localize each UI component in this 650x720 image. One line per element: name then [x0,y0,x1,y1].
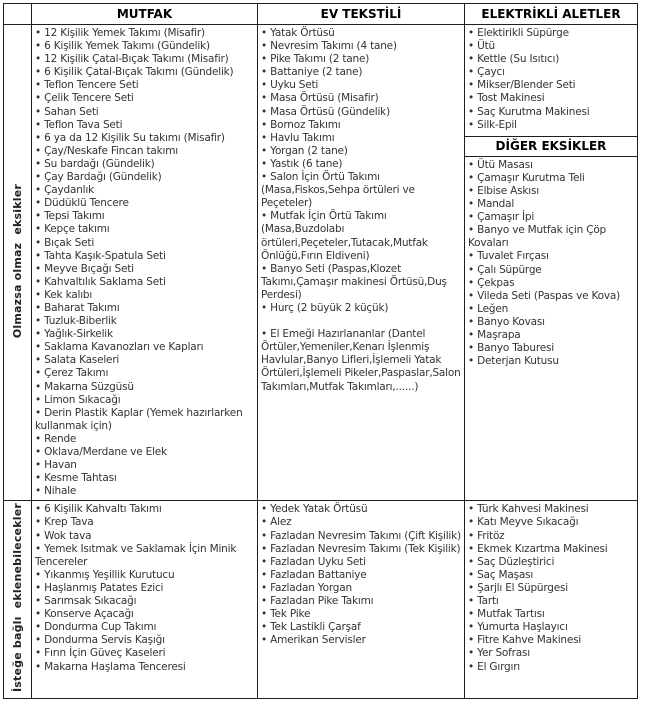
list-item: • Salon İçin Örtü Takımı (Masa,Fiskos,Sehpa örtüleri ve Peçeteler) [261,171,415,210]
list-item: • Yastık (6 tane) [261,157,343,170]
list-item: • Banyo Kovası [468,315,545,328]
list-item: • Mutfak Tartısı [468,608,545,621]
elektrikli-optional-cell [465,501,638,699]
list-item: • Tahta Kaşık-Spatula Seti [35,249,166,262]
list-item: • Silk-Epil [468,118,517,131]
list-item: • Çekpas [468,276,515,289]
list-item: • Çamaşır Kurutma Teli [468,171,585,184]
list-item: • Yemek Isıtmak ve Saklamak İçin Minik Tencereler [35,542,237,568]
list-item: • Leğen [468,302,509,315]
list-item: • Elbise Askısı [468,184,539,197]
list-item: • Vileda Seti (Paspas ve Kova) [468,289,621,302]
list-item: • Sarımsak Sıkacağı [35,595,137,608]
list-item: • Amerikan Servisler [261,634,366,647]
column-header-ev-tekstili: EV TEKSTİLİ [258,4,465,25]
list-item: • Düdüklü Tencere [35,197,129,210]
list-item: • Havlu Takımı [261,131,335,144]
list-item: • Baharat Takımı [35,301,120,314]
header-row [4,4,638,25]
list-item: • Yedek Yatak Örtüsü [261,503,368,516]
list-item: • El Emeği Hazırlananlar (Dantel Örtüler,Yemeniler,Kenarı İşlenmiş Havlular,Banyo Lifleri,İşlemeli Yatak Örtüleri,İşlemeli Pikeler,Paspaslar,Salon Takımları,Mutfak Takımları,......) [261,328,461,393]
list-item: • Hurç (2 büyük 2 küçük) [261,301,389,314]
row-label-cell [4,501,32,699]
list-item: • Kek kalıbı [35,288,93,301]
mutfak-optional-cell [32,501,258,699]
list-item: • Kettle (Su Isıtıcı) [468,53,560,66]
list-item: • Teflon Tava Seti [35,118,123,131]
elektrikli-aletler-list [465,25,637,134]
list-item: • Banyo Seti (Paspas,Klozet Takımı,Çamaşır makinesi Örtüsü,Duş Perdesi) [261,262,447,301]
list-item: • Saklama Kavanozları ve Kapları [35,341,204,354]
list-item: • Su bardağı (Gündelik) [35,157,155,170]
ceyiz-checklist-table [3,3,638,699]
list-item: • Dondurma Servis Kaşığı [35,634,165,647]
list-item: • Yorgan (2 tane) [261,144,348,157]
ev-tekstili-required-cell [258,25,465,501]
list-item: • 6 Kişilik Kahvaltı Takımı [35,503,162,516]
list-item: • Deterjan Kutusu [468,355,559,368]
list-item: • Masa Örtüsü (Misafir) [261,92,379,105]
list-item: • Fazladan Yorgan [261,581,352,594]
mutfak-optional-list [35,503,255,673]
row-istege-bagli-eklenebilecekler [4,501,638,699]
list-item: • Tartı [468,595,499,608]
list-item: • Ekmek Kızartma Makinesi [468,542,608,555]
list-item: • Konserve Açacağı [35,608,134,621]
list-item: • Krep Tava [35,516,94,529]
list-item: • Çaydanlık [35,184,94,197]
list-item: • Sahan Seti [35,105,99,118]
list-item: • Elektirikli Süpürge [468,27,569,39]
list-item [261,315,462,328]
list-item: • 6 Kişilik Çatal-Bıçak Takımı (Gündelik) [35,66,234,79]
list-item: • Oklava/Merdane ve Elek [35,446,167,458]
list-item: • Tek Pike [261,608,311,621]
list-item: • El Gırgırı [468,660,521,673]
row-label-cell [4,25,32,501]
list-item: • Kesme Tahtası [35,472,117,485]
list-item: • Yağlık-Sirkelik [35,328,113,341]
diger-eksikler-header: DİĞER EKSİKLER [465,136,637,157]
list-item: • Saç Düzleştirici [468,555,555,568]
list-item: • Alez [261,516,292,529]
list-item: • Tost Makinesi [468,92,545,105]
list-item: • Tuvalet Fırçası [468,250,549,263]
list-item: • Tepsi Takımı [35,210,105,223]
list-item: • Rende [35,432,77,445]
ev-tekstili-required-list [261,27,462,394]
list-item: • 12 Kişilik Çatal-Bıçak Takımı (Misafir) [35,53,229,66]
list-item: • 6 ya da 12 Kişilik Su takımı (Misafir) [35,131,225,144]
list-item: • Bornoz Takımı [261,118,341,131]
ev-tekstili-optional-cell [258,501,465,699]
list-item: • Saç Maşası [468,568,534,581]
list-item: • Fırın İçin Güveç Kaseleri [35,647,166,660]
list-item: • Ütü [468,40,495,53]
list-item: • Fazladan Nevresim Takımı (Tek Kişilik) [261,542,461,555]
list-item: • Şarjlı El Süpürgesi [468,581,569,594]
list-item: • Çamaşır İpi [468,211,535,224]
list-item: • Wok tava [35,529,92,542]
list-item: • Battaniye (2 tane) [261,66,363,79]
list-item: • Teflon Tencere Seti [35,79,139,92]
corner-cell [4,4,32,25]
list-item: • Yatak Örtüsü [261,27,335,39]
list-item: • Fritöz [468,529,505,542]
list-item: • Kepçe takımı [35,223,110,236]
list-item: • 6 Kişilik Yemek Takımı (Gündelik) [35,40,210,53]
list-item: • Katı Meyve Sıkacağı [468,516,579,529]
list-item: • Mutfak İçin Örtü Takımı (Masa,Buzdolabı örtüleri,Peçeteler,Tutacak,Mutfak Önlüğü,Fırın Eldiveni) [261,210,428,262]
list-item: • Çaycı [468,66,505,79]
list-item: • Çalı Süpürge [468,263,542,276]
row-label-istege-bagli: İsteğe bağlı eklenebilecekler [10,503,24,693]
list-item: • Fazladan Battaniye [261,568,367,581]
list-item: • Fazladan Pike Takımı [261,595,374,608]
list-item: • Çelik Tencere Seti [35,92,134,105]
list-item: • Havan [35,459,77,472]
mutfak-required-cell [32,25,258,501]
list-item: • Haşlanmış Patates Ezici [35,581,164,594]
list-item: • Yumurta Haşlayıcı [468,621,568,634]
list-item: • Mikser/Blender Seti [468,79,576,92]
list-item: • Nihale [35,485,77,498]
list-item: • Pike Takımı (2 tane) [261,53,370,66]
list-item: • Türk Kahvesi Makinesi [468,503,589,516]
row-olmazsa-olmaz-eksikler [4,25,638,501]
list-item: • Derin Plastik Kaplar (Yemek hazırlarken kullanmak için) [35,406,243,432]
list-item: • Ütü Masası [468,158,533,171]
list-item: • Fazladan Nevresim Takımı (Çift Kişilik) [261,529,461,542]
list-item: • Banyo ve Mutfak için Çöp Kovaları [468,224,607,250]
list-item: • Dondurma Cup Takımı [35,621,157,634]
list-item: • Maşrapa [468,328,521,341]
list-item: • 12 Kişilik Yemek Takımı (Misafir) [35,27,205,39]
diger-eksikler-list [465,157,637,371]
list-item: • Yıkanmış Yeşillik Kurutucu [35,568,175,581]
column-header-mutfak: MUTFAK [32,4,258,25]
elektrikli-required-cell [465,25,638,501]
list-item: • Banyo Taburesi [468,342,554,355]
list-item: • Yer Sofrası [468,647,530,660]
list-item: • Fitre Kahve Makinesi [468,634,582,647]
list-item: • Fazladan Uyku Seti [261,555,366,568]
list-item: • Uyku Seti [261,79,319,92]
list-item: • Çerez Takımı [35,367,109,380]
list-item: • Tek Lastikli Çarşaf [261,621,361,634]
list-item: • Limon Sıkacağı [35,393,121,406]
list-item: • Makarna Süzgüsü [35,380,134,393]
row-label-olmazsa-olmaz: Olmazsa olmaz eksikler [10,183,24,338]
list-item: • Bıçak Seti [35,236,95,249]
list-item: • Makarna Haşlama Tenceresi [35,660,186,673]
list-item: • Mandal [468,198,515,211]
list-item: • Saç Kurutma Makinesi [468,105,590,118]
list-item: • Masa Örtüsü (Gündelik) [261,105,390,118]
ev-tekstili-optional-list [261,503,462,647]
list-item: • Nevresim Takımı (4 tane) [261,40,397,53]
list-item: • Çay/Neskafe Fincan takımı [35,144,178,157]
list-item: • Salata Kaseleri [35,354,120,367]
elektrikli-optional-list [468,503,635,673]
list-item: • Kahvaltılık Saklama Seti [35,275,166,288]
mutfak-required-list [35,27,255,498]
list-item: • Çay Bardağı (Gündelik) [35,171,162,184]
list-item: • Meyve Bıçağı Seti [35,262,134,275]
list-item: • Tuzluk-Biberlik [35,315,117,328]
column-header-elektrikli-aletler: ELEKTRİKLİ ALETLER [465,4,638,25]
